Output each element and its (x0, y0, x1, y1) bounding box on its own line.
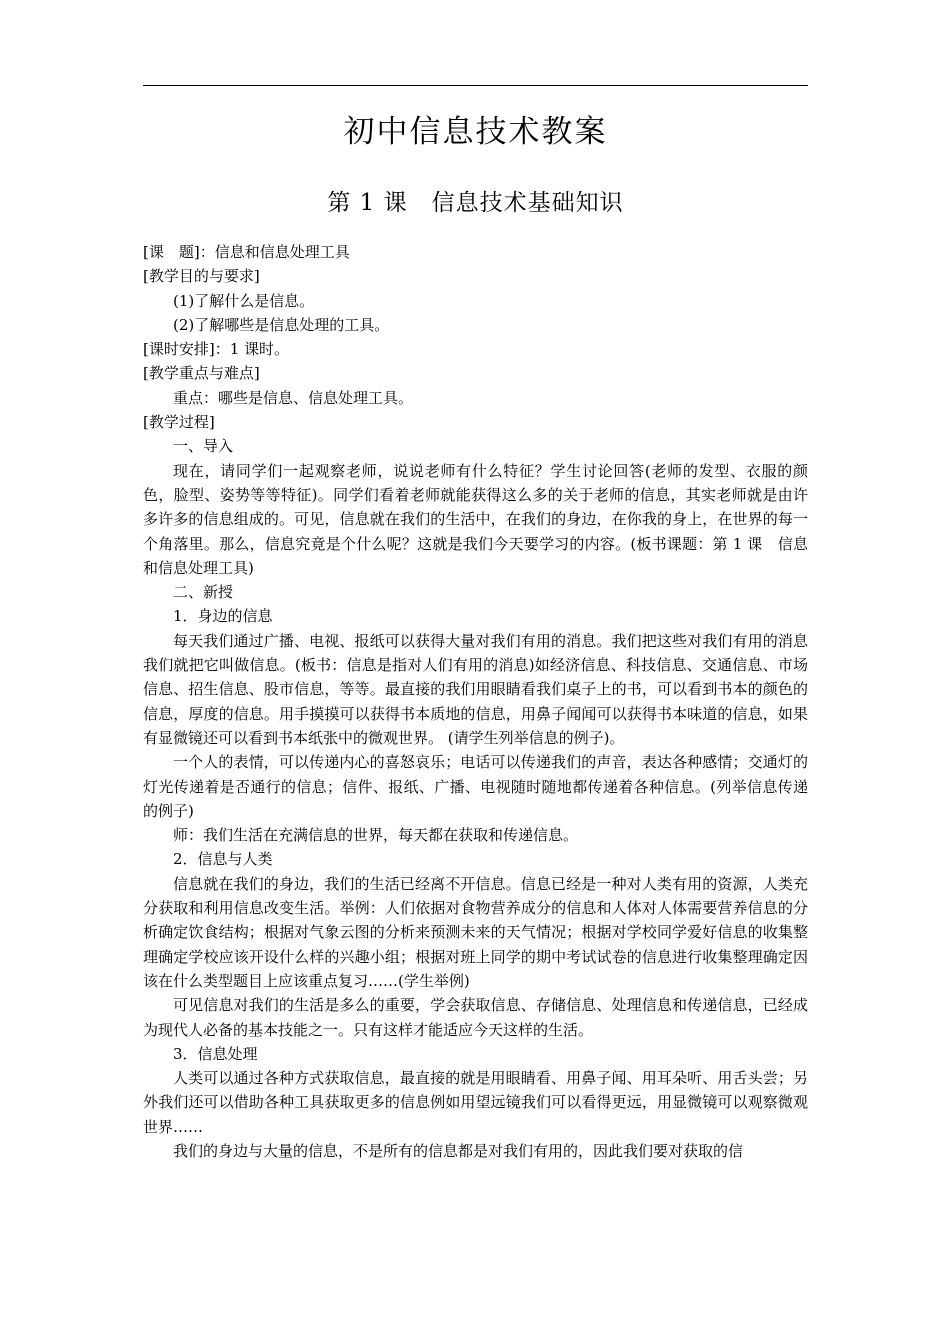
subheading-nearby-info: 1．身边的信息 (173, 607, 273, 626)
subheading-info-and-humans: 2．信息与人类 (173, 850, 273, 869)
process-heading: [教学过程] (143, 413, 215, 432)
goal-item: (2)了解哪些是信息处理的工具。 (173, 315, 390, 334)
paragraph: 师：我们生活在充满信息的世界，每天都在获取和传递信息。 (173, 826, 579, 845)
paragraph: 信息就在我们的身边，我们的生活已经离不开信息。信息已经是一种对人类有用的资源，人类充分获取和利用信息改变生活。举例：人们依据对食物营养成分的信息和人体对人体需要营养信息的分析确定饮食结构；根据对气象云图的分析来预测未来的天气情况；根据对学校同学爱好信息的收集整理确定学校应该开设什么样的兴趣小组；根据对班上同学的期中考试试卷的信息进行收集整理确定因该在什么类型题目上应该重点复习……(学生举例) (143, 874, 808, 990)
intro-paragraph: 现在，请同学们一起观察老师，说说老师有什么特征？学生讨论回答(老师的发型、衣服的颜色，脸型、姿势等等特征)。同学们看着老师就能获得这么多的关于老师的信息，其实老师就是由许多许多的信息组成的。可见，信息就在我们的生活中，在我们的身边，在你我的身上，在世界的每一个角落里。那么，信息究竟是个什么呢？这就是我们今天要学习的内容。(板书课题：第 1 课 信息和信息处理工具) (143, 461, 808, 577)
section-heading-new: 二、新授 (173, 583, 234, 602)
paragraph: 可见信息对我们的生活是多么的重要，学会获取信息、存储信息、处理信息和传递信息，已经成为现代人必备的基本技能之一。只有这样才能适应今天这样的生活。 (143, 996, 808, 1039)
goal-item: (1)了解什么是信息。 (173, 291, 315, 310)
subheading-info-processing: 3．信息处理 (173, 1044, 258, 1063)
paragraph: 每天我们通过广播、电视、报纸可以获得大量对我们有用的消息。我们把这些对我们有用的消息我们就把它叫做信息。(板书：信息是指对人们有用的消息)如经济信息、科技信息、交通信息、市场信息、招生信息、股市信息，等等。最直接的我们用眼睛看我们桌子上的书，可以看到书本的颜色的信息，厚度的信息。用手摸摸可以获得书本质地的信息，用鼻子闻闻可以获得书本味道的信息，如果有显微镜还可以看到书本纸张中的微观世界。 (请学生列举信息的例子)。 (143, 631, 808, 747)
paragraph: 一个人的表情，可以传递内心的喜怒哀乐；电话可以传递我们的声音，表达各种感情；交通灯的灯光传递着是否通行的信息；信件、报纸、广播、电视随时随地都传递着各种信息。(列举信息传递的例子) (143, 753, 808, 820)
lesson-title: 第 1 课 信息技术基础知识 (327, 190, 624, 216)
paragraph: 我们的身边与大量的信息，不是所有的信息都是对我们有用的，因此我们要对获取的信 (173, 1141, 744, 1160)
section-heading-intro: 一、导入 (173, 437, 234, 456)
header-rule (143, 85, 808, 86)
schedule-line: [课时安排]：1 课时。 (143, 340, 290, 359)
document-title: 初中信息技术教案 (343, 114, 608, 150)
paragraph: 人类可以通过各种方式获取信息，最直接的就是用眼睛看、用鼻子闻、用耳朵听、用舌头尝；另外我们还可以借助各种工具获取更多的信息例如用望远镜我们可以看得更远，用显微镜可以观察微观世界…… (143, 1069, 808, 1136)
topic-line: [课 题]：信息和信息处理工具 (143, 243, 350, 261)
key-point-line: 重点：哪些是信息、信息处理工具。 (173, 388, 414, 407)
key-points-heading: [教学重点与难点] (143, 364, 260, 383)
goals-heading: [教学目的与要求] (143, 267, 260, 286)
lesson-body (143, 240, 808, 1163)
